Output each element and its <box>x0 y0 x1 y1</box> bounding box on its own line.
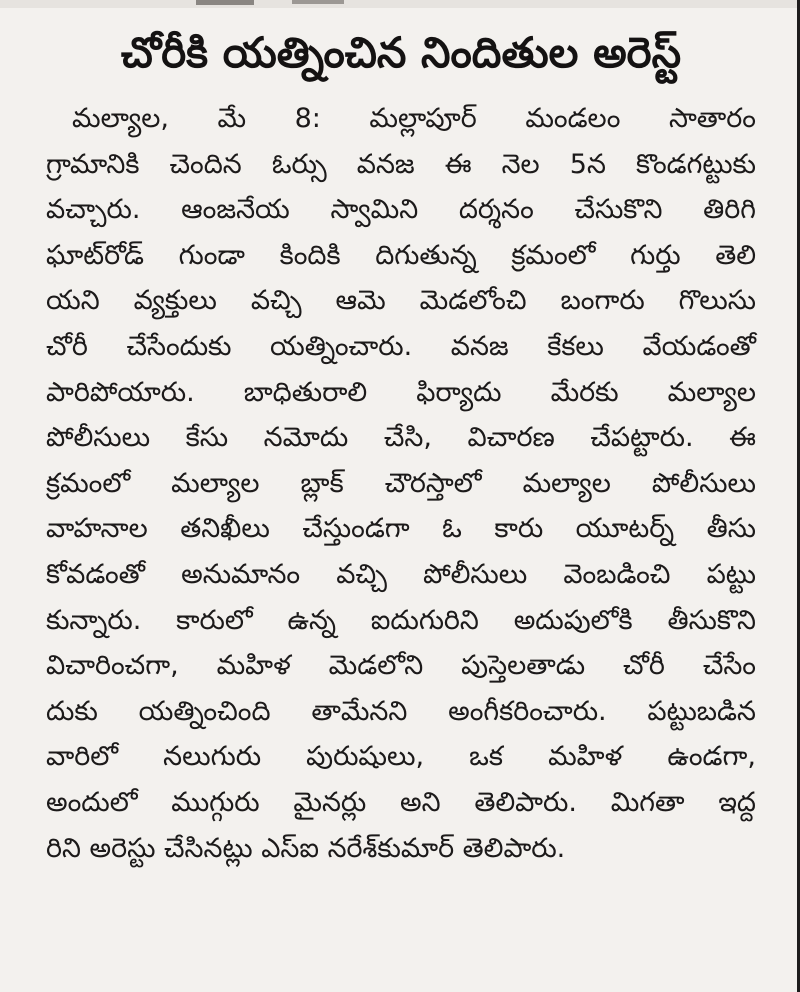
article-line: వచ్చారు. ఆంజనేయ స్వామిని దర్శనం చేసుకొని తిరిగి <box>46 194 756 226</box>
article-line: గ్రామానికి చెందిన ఓర్సు వనజ ఈ నెల 5న కొండగట్టుకు <box>46 148 756 180</box>
article-line: కున్నారు. కారులో ఉన్న ఐదుగురిని అదుపులోకి తీసుకొని <box>46 604 756 636</box>
article-headline: చోరీకి యత్నించిన నిందితుల అరెస్ట్ <box>120 28 682 77</box>
article-line: వాహనాల తనిఖీలు చేస్తుండగా ఓ కారు యూటర్న్ తీసు <box>46 513 756 545</box>
article-line: చోరీ చేసేందుకు యత్నించారు. వనజ కేకలు వేయడంతో <box>46 330 756 362</box>
article-line: మల్యాల, మే 8: మల్లాపూర్ మండలం సాతారం <box>72 103 756 134</box>
article-line: దుకు యత్నించింది తామేనని అంగీకరించారు. పట్టుబడిన <box>46 695 756 727</box>
article-line: క్రమంలో మల్యాల బ్లాక్ చౌరస్తాలో మల్యాల పోలీసులు <box>46 467 756 499</box>
article-line: వారిలో నలుగురు పురుషులు, ఒక మహిళ ఉండగా, <box>46 741 756 773</box>
article-body <box>46 96 756 871</box>
article-line: అందులో ముగ్గురు మైనర్లు అని తెలిపారు. మిగతా ఇద్ద <box>46 786 756 818</box>
article-line: యని వ్యక్తులు వచ్చి ఆమె మెడలోంచి బంగారు గొలుసు <box>46 285 756 317</box>
article-line: కోవడంతో అనుమానం వచ్చి పోలీసులు వెంబడించి పట్టు <box>46 558 756 590</box>
article-line: విచారించగా, మహిళ మెడలోని పుస్తెలతాడు చోరీ చేసేం <box>46 650 756 682</box>
article-line: ఘాట్‌రోడ్ గుండా కిందికి దిగుతున్న క్రమంలో గుర్తు తెలి <box>46 239 756 271</box>
article-line: పోలీసులు కేసు నమోదు చేసి, విచారణ చేపట్టారు. ఈ <box>46 422 756 454</box>
news-article <box>46 20 756 871</box>
article-line: పారిపోయారు. బాధితురాలి ఫిర్యాదు మేరకు మల్యాల <box>46 376 756 408</box>
article-line: రిని అరెస్టు చేసినట్లు ఎస్ఐ నరేశ్‌కుమార్ తెలిపారు. <box>46 832 566 864</box>
clipped-previous-column-rule <box>0 0 800 8</box>
